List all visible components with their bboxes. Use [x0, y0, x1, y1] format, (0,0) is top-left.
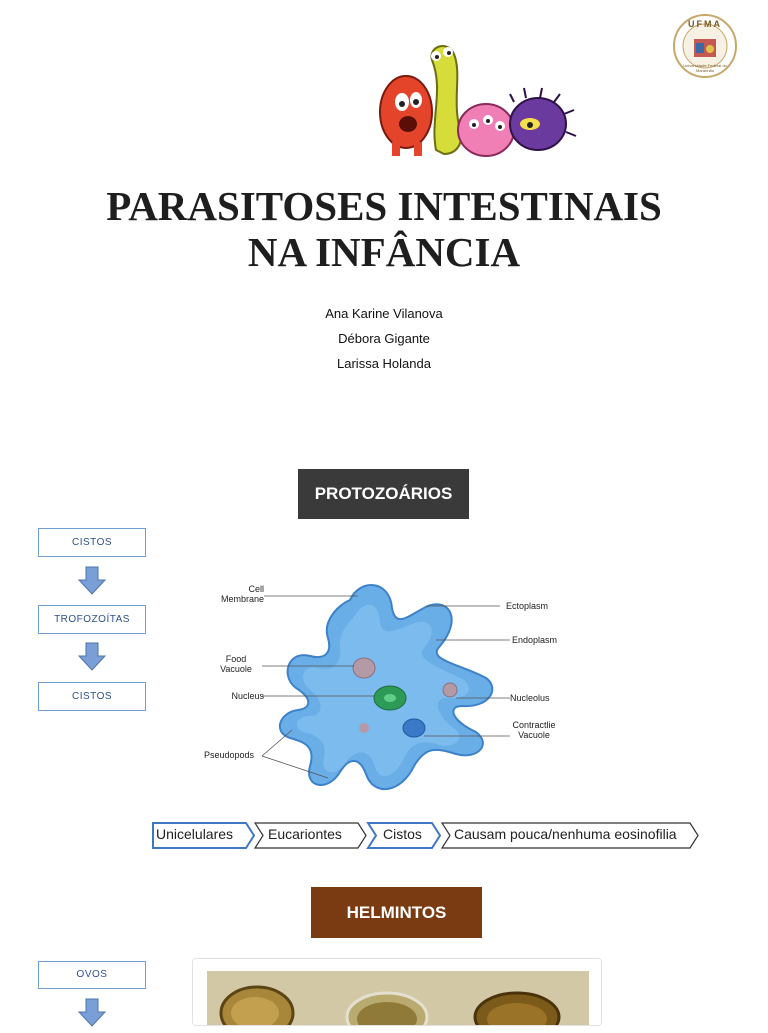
chevron-eucariontes: Eucariontes	[268, 826, 342, 842]
amoeba-diagram	[200, 560, 570, 806]
chevron-process-row	[152, 822, 702, 849]
label-nucleus: Nucleus	[231, 691, 264, 701]
logo-text: UFMA	[688, 19, 722, 29]
flow-box-cistos-1: CISTOS	[38, 528, 146, 557]
label-food-vacuole: Food Vacuole	[220, 654, 252, 674]
down-arrow-icon	[77, 998, 107, 1024]
label-ectoplasm: Ectoplasm	[506, 601, 549, 611]
chevron-cistos: Cistos	[383, 826, 422, 842]
label-endoplasm: Endoplasm	[512, 635, 558, 645]
flow-box-trofozoitas: TROFOZOÍTAS	[38, 605, 146, 634]
helminth-eggs-photo	[192, 958, 602, 1026]
protozoarios-heading: PROTOZOÁRIOS	[298, 469, 469, 519]
label-contractile-vacuole: Contractlie Vacuole	[512, 720, 556, 740]
author-2: Débora Gigante	[338, 331, 430, 346]
flow-box-cistos-2: CISTOS	[38, 682, 146, 711]
label-cell-membrane: Cell Membrane	[220, 584, 264, 604]
down-arrow-icon	[77, 566, 107, 596]
down-arrow-icon	[77, 642, 107, 672]
page-title-line1: PARASITOSES INTESTINAIS	[106, 183, 662, 229]
author-1: Ana Karine Vilanova	[325, 306, 443, 321]
chevron-eosinofilia: Causam pouca/nenhuma eosinofilia	[454, 826, 677, 842]
logo-ring-text: Universidade Federal do Maranhão	[683, 63, 727, 73]
label-nucleolus: Nucleolus	[510, 693, 550, 703]
germs-illustration	[374, 40, 586, 164]
chevron-unicelulares: Unicelulares	[156, 826, 234, 842]
page-title-line2: NA INFÂNCIA	[247, 229, 521, 275]
helmintos-heading: HELMINTOS	[311, 887, 482, 938]
flow-box-ovos: OVOS	[38, 961, 146, 989]
author-3: Larissa Holanda	[337, 356, 431, 371]
label-pseudopods: Pseudopods	[204, 750, 255, 760]
ufma-logo	[672, 13, 738, 79]
